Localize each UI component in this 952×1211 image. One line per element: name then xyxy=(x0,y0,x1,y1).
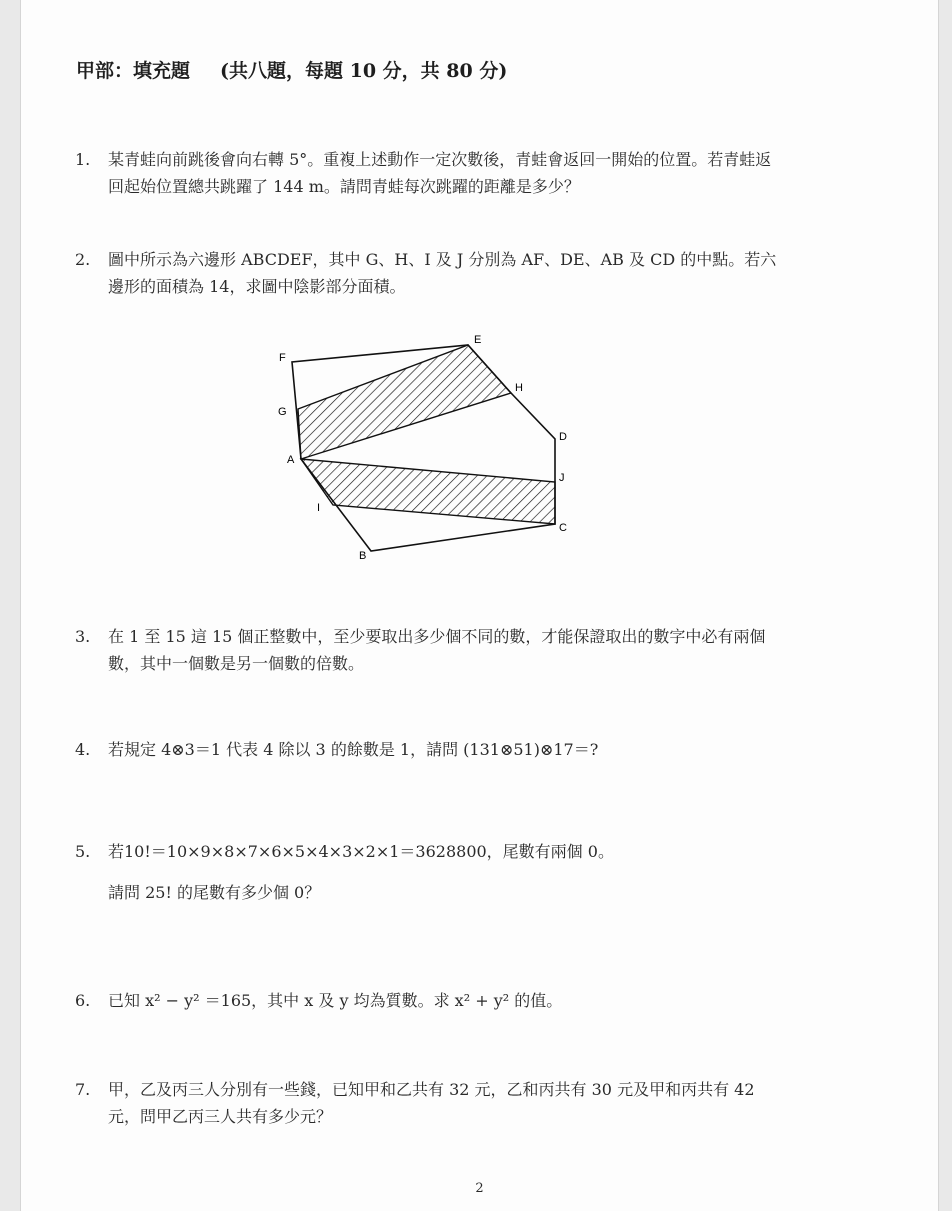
vertex-label-J: J xyxy=(559,472,565,484)
vertex-label-I: I xyxy=(317,502,321,514)
vertex-label-G: G xyxy=(278,406,287,418)
question-2 xyxy=(75,246,875,300)
question-text-line: 某青蛙向前跳後會向右轉 5°。重複上述動作一定次數後，青蛙會返回一開始的位置。若青蛙返 xyxy=(108,150,772,169)
question-text-line: 邊形的面積為 14，求圖中陰影部分面積。 xyxy=(108,277,406,296)
exam-page xyxy=(20,0,939,1211)
question-text-line: 甲，乙及丙三人分別有一些錢，已知甲和乙共有 32 元，乙和丙共有 30 元及甲和丙共有 42 xyxy=(108,1080,755,1099)
question-text-line: 在 1 至 15 這 15 個正整數中，至少要取出多少個不同的數，才能保證取出的數字中必有兩個 xyxy=(108,627,766,646)
vertex-label-B: B xyxy=(359,550,367,562)
question-text-line: 已知 x² − y² ＝165，其中 x 及 y 均為質數。求 x² + y² 的值。 xyxy=(108,991,563,1010)
question-subtext: 請問 25! 的尾數有多少個 0？ xyxy=(108,883,321,902)
vertex-label-E: E xyxy=(474,334,482,346)
question-4 xyxy=(75,736,875,763)
question-text-line: 圖中所示為六邊形 ABCDEF，其中 G、H、I 及 J 分別為 AF、DE、AB 及 CD 的中點。若六 xyxy=(108,250,777,269)
question-text-line: 若10!＝10×9×8×7×6×5×4×3×2×1＝3628800，尾數有兩個 0。 xyxy=(108,842,614,861)
question-5 xyxy=(75,838,875,906)
shaded-region-upper xyxy=(298,345,511,459)
vertex-label-A: A xyxy=(287,454,295,466)
section-rule: (共八題，每題 10 分，共 80 分) xyxy=(220,60,508,82)
question-number: 3. xyxy=(75,627,91,646)
shaded-region-lower xyxy=(301,459,555,524)
question-text-line: 元，問甲乙丙三人共有多少元？ xyxy=(108,1107,333,1126)
question-number: 1. xyxy=(75,150,91,169)
vertex-label-C: C xyxy=(559,522,567,534)
question-1 xyxy=(75,146,875,200)
question-text-line: 回起始位置總共跳躍了 144 m。請問青蛙每次跳躍的距離是多少？ xyxy=(108,177,580,196)
question-number: 2. xyxy=(75,250,91,269)
vertex-label-F: F xyxy=(279,352,286,364)
question-number: 6. xyxy=(75,991,91,1010)
page-number: 2 xyxy=(475,1181,484,1196)
question-text-line: 若規定 4⊗3＝1 代表 4 除以 3 的餘數是 1，請問 (131⊗51)⊗17＝? xyxy=(108,740,599,759)
vertex-label-H: H xyxy=(515,382,523,394)
question-3 xyxy=(75,623,875,677)
question-number: 5. xyxy=(75,842,91,861)
question-6 xyxy=(75,987,875,1014)
question-number: 4. xyxy=(75,740,91,759)
hexagon-figure xyxy=(271,325,591,565)
question-number: 7. xyxy=(75,1080,91,1099)
section-heading xyxy=(76,56,507,83)
question-7 xyxy=(75,1076,875,1130)
question-text-line: 數，其中一個數是另一個數的倍數。 xyxy=(108,654,365,673)
section-title: 甲部：填充題 xyxy=(76,60,191,82)
vertex-label-D: D xyxy=(559,431,567,443)
